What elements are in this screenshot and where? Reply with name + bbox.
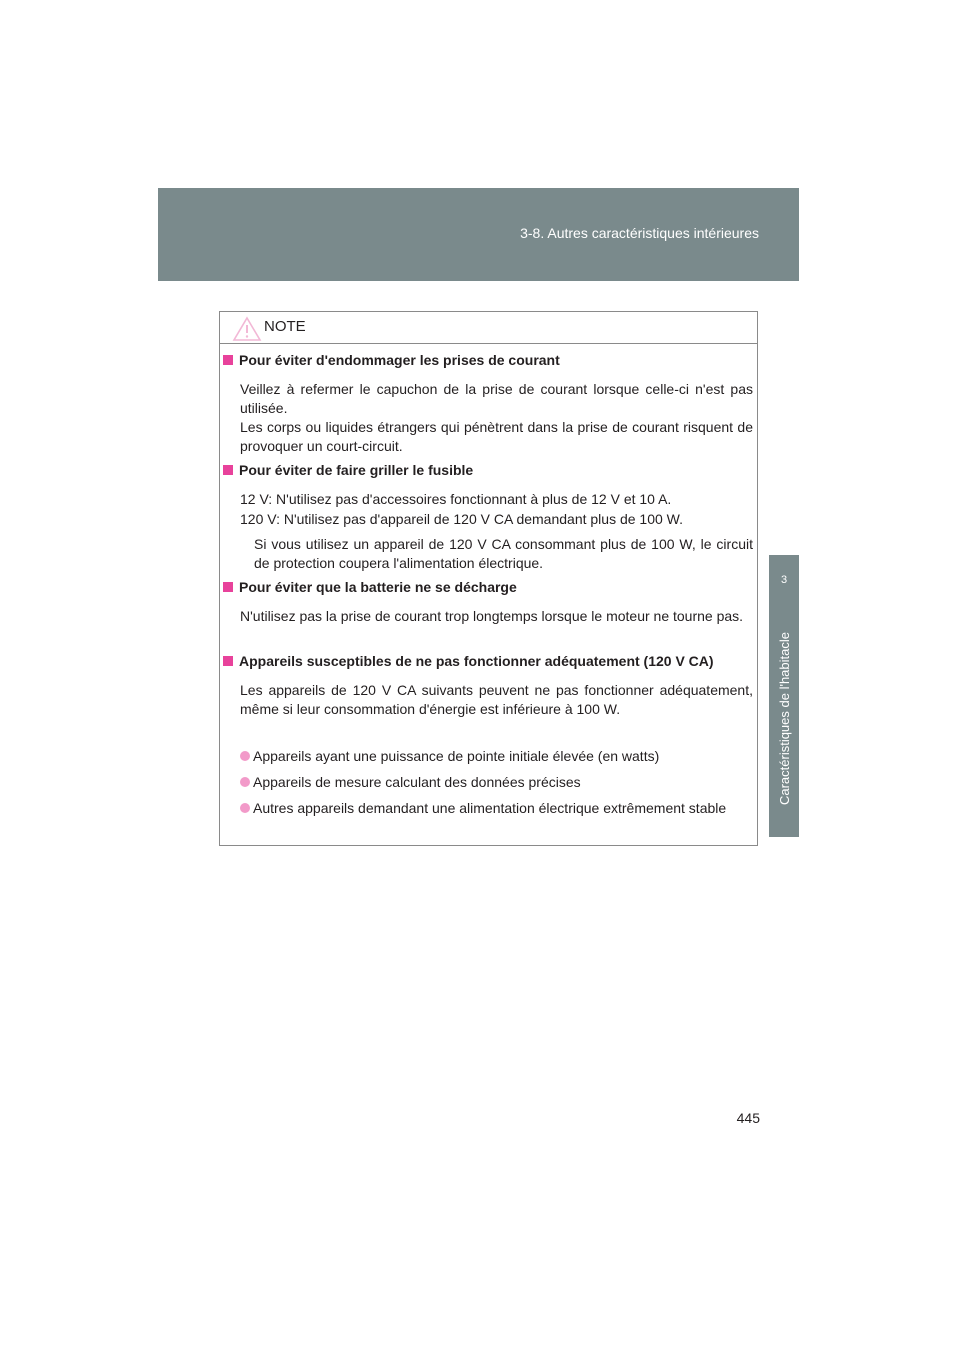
square-bullet-icon — [223, 355, 233, 365]
section-heading: Pour éviter d'endommager les prises de courant — [223, 352, 560, 368]
paragraph: N'utilisez pas la prise de courant trop longtemps lorsque le moteur ne tourne pas. — [240, 608, 744, 624]
paragraph: Les appareils de 120 V CA suivants peuvent ne pas fonctionner adéquatement, même si leur consommation d'énergie est inférieure à 100 W. — [240, 682, 753, 717]
paragraph: Veillez à refermer le capuchon de la prise de courant lorsque celle-ci n'est pas utilisée. — [240, 381, 753, 416]
section-title: 3-8. Autres caractéristiques intérieures — [520, 225, 759, 241]
warning-triangle-icon — [232, 316, 262, 342]
square-bullet-icon — [223, 656, 233, 666]
paragraph: Si vous utilisez un appareil de 120 V CA consommant plus de 100 W, le circuit de protection coupera l'alimentation électrique. — [254, 536, 753, 571]
square-bullet-icon — [223, 465, 233, 475]
list-item: Appareils ayant une puissance de pointe initiale élevée (en watts) — [240, 747, 753, 766]
header-band — [158, 188, 799, 281]
note-title: NOTE — [264, 318, 306, 335]
paragraph: 12 V: N'utilisez pas d'accessoires fonctionnant à plus de 12 V et 10 A. — [240, 491, 672, 507]
paragraph: Les corps ou liquides étrangers qui pénètrent dans la prise de courant risquent de provoquer un court-circuit. — [240, 419, 753, 454]
section-heading: Pour éviter que la batterie ne se décharge — [223, 579, 517, 595]
note-header — [220, 312, 757, 344]
chapter-number: 3 — [780, 574, 788, 586]
circle-bullet-icon — [240, 803, 250, 813]
section-heading: Pour éviter de faire griller le fusible — [223, 462, 473, 478]
square-bullet-icon — [223, 582, 233, 592]
list-item: Appareils de mesure calculant des données précises — [240, 773, 753, 792]
chapter-label: Caractéristiques de l'habitacle — [776, 632, 792, 806]
chapter-label-wrapper — [769, 610, 799, 828]
section-heading: Appareils susceptibles de ne pas fonctionner adéquatement (120 V CA) — [223, 653, 714, 669]
note-box — [219, 311, 758, 846]
list-item: Autres appareils demandant une alimentation électrique extrêmement stable — [240, 799, 753, 818]
circle-bullet-icon — [240, 777, 250, 787]
circle-bullet-icon — [240, 751, 250, 761]
paragraph: 120 V: N'utilisez pas d'appareil de 120 V CA demandant plus de 100 W. — [240, 511, 683, 527]
page-number: 445 — [736, 1110, 760, 1126]
